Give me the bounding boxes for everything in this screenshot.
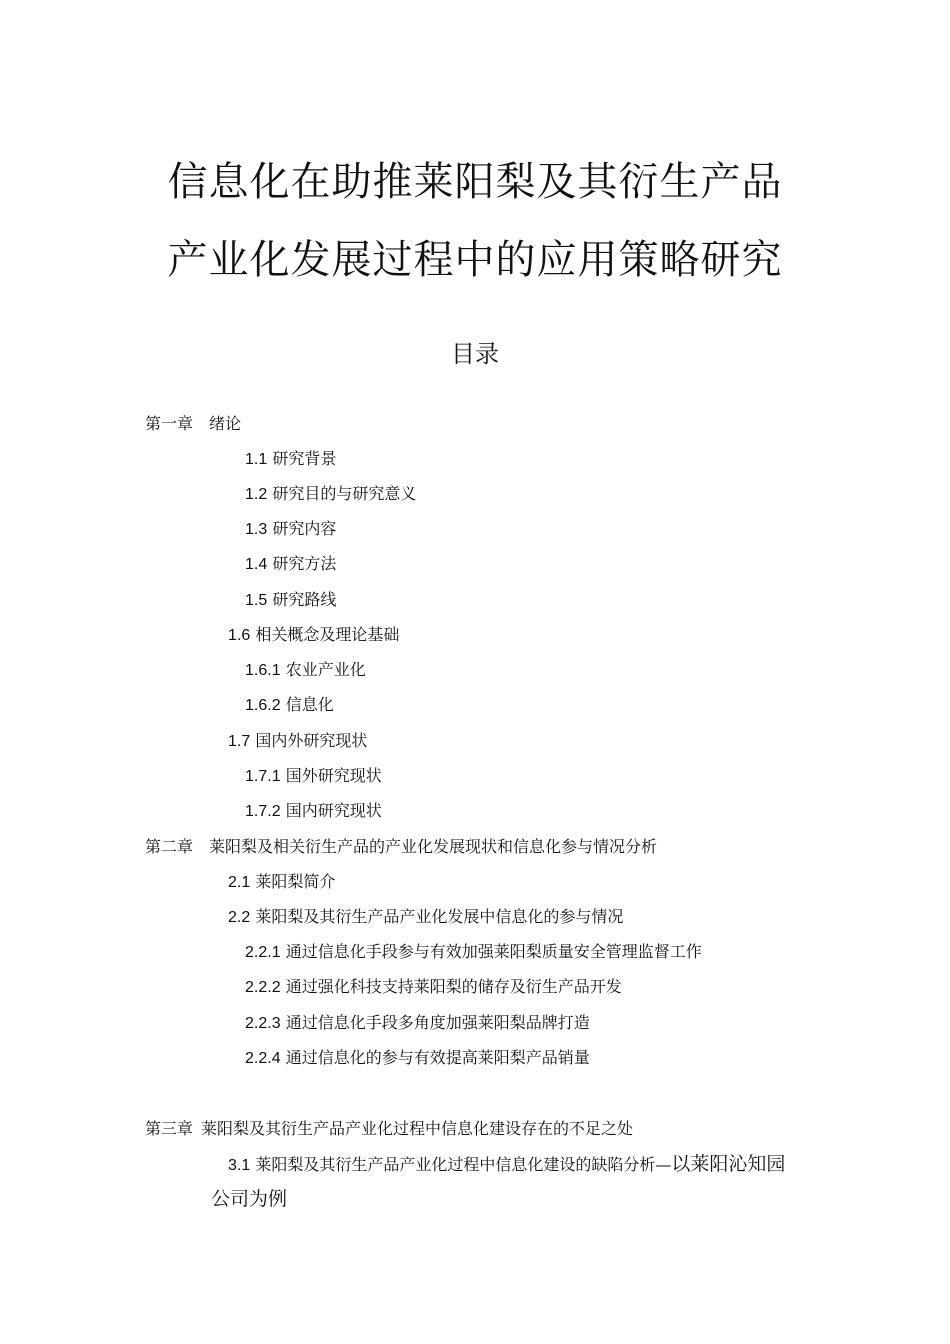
toc-entry-number: 2.2.2 (245, 979, 281, 996)
toc-entry (245, 660, 366, 681)
toc-entry-text: 国内外研究现状 (255, 731, 368, 750)
toc-entry-text: 通过信息化的参与有效提高莱阳梨产品销量 (285, 1048, 590, 1067)
toc-entry-number: 1.3 (245, 521, 268, 538)
toc-entry (245, 590, 336, 611)
toc-entry-continuation: 公司为例 (211, 1188, 288, 1210)
toc-entry-number: 1.7.2 (245, 803, 281, 820)
toc-entry-number: 1.6.2 (245, 697, 281, 714)
toc-entry-text: 研究目的与研究意义 (272, 484, 417, 503)
toc-entry-text: 信息化 (285, 695, 334, 714)
toc-entry (245, 1048, 590, 1069)
toc-entry (228, 872, 335, 893)
toc-entry-chapter-3 (145, 1119, 633, 1139)
toc-entry-chapter-2 (145, 837, 657, 857)
toc-entry-number: 1.6.1 (245, 662, 281, 679)
toc-heading: 目录 (451, 340, 499, 368)
toc-entry-text: 研究方法 (272, 554, 337, 573)
toc-entry-text: 莱阳梨简介 (255, 872, 336, 891)
toc-entry-text: 国外研究现状 (285, 766, 382, 785)
toc-entry (245, 484, 416, 505)
toc-entry-text: 莱阳梨及其衍生产品产业化过程中信息化建设存在的不足之处 (201, 1119, 634, 1138)
toc-entry-number: 1.5 (245, 592, 268, 609)
toc-entry (245, 942, 702, 963)
toc-entry-number: 1.1 (245, 451, 268, 468)
toc-entry (245, 449, 336, 470)
toc-entry (245, 519, 336, 540)
toc-entry-text: 莱阳梨及其衍生产品产业化发展中信息化的参与情况 (255, 907, 624, 926)
toc-entry-number: 1.6 (228, 627, 251, 644)
toc-entry-text: 通过信息化手段多角度加强莱阳梨品牌打造 (285, 1013, 590, 1032)
toc-entry-chapter-1 (145, 414, 241, 434)
toc-entry-number: 2.2 (228, 909, 251, 926)
toc-entry-text-tail: 以莱阳沁知园 (671, 1153, 786, 1175)
toc-entry (245, 1013, 590, 1034)
toc-entry (228, 1154, 785, 1176)
toc-entry (245, 801, 382, 822)
toc-entry (245, 977, 622, 998)
toc-entry-text: 通过强化科技支持莱阳梨的储存及衍生产品开发 (285, 977, 622, 996)
toc-entry (228, 907, 623, 928)
toc-entry (228, 731, 367, 752)
toc-entry-number: 2.2.1 (245, 944, 281, 961)
toc-entry-number: 2.2.3 (245, 1015, 281, 1032)
toc-entry-number: 3.1 (228, 1157, 251, 1174)
toc-entry-number: 第三章 (145, 1119, 194, 1138)
toc-entry-text: 通过信息化手段参与有效加强莱阳梨质量安全管理监督工作 (285, 942, 702, 961)
toc-entry-text: 相关概念及理论基础 (255, 625, 400, 644)
toc-entry-text: 绪论 (209, 414, 242, 433)
toc-entry-text: 国内研究现状 (285, 801, 382, 820)
toc-entry-number: 第二章 (145, 837, 194, 856)
toc-entry-number: 1.7 (228, 733, 251, 750)
toc-entry-text: 研究背景 (272, 449, 337, 468)
document-title-line-1: 信息化在助推莱阳梨及其衍生产品 (167, 159, 783, 205)
toc-entry-number: 第一章 (145, 414, 194, 433)
toc-entry-number: 2.2.4 (245, 1050, 281, 1067)
toc-entry (245, 766, 382, 787)
toc-entry-text: 研究路线 (272, 590, 337, 609)
toc-entry (228, 625, 399, 646)
toc-entry-number: 1.2 (245, 486, 268, 503)
toc-entry (245, 695, 334, 716)
toc-entry (245, 554, 336, 575)
toc-entry-text: 研究内容 (272, 519, 337, 538)
toc-entry-number: 1.4 (245, 556, 268, 573)
document-title-line-2: 产业化发展过程中的应用策略研究 (167, 237, 783, 283)
toc-entry-text: 农业产业化 (285, 660, 366, 679)
toc-entry-text: 莱阳梨及其衍生产品产业化过程中信息化建设的缺陷分析— (255, 1155, 672, 1174)
toc-entry-text: 莱阳梨及相关衍生产品的产业化发展现状和信息化参与情况分析 (209, 837, 658, 856)
toc-entry-number: 1.7.1 (245, 768, 281, 785)
toc-entry-number: 2.1 (228, 874, 251, 891)
